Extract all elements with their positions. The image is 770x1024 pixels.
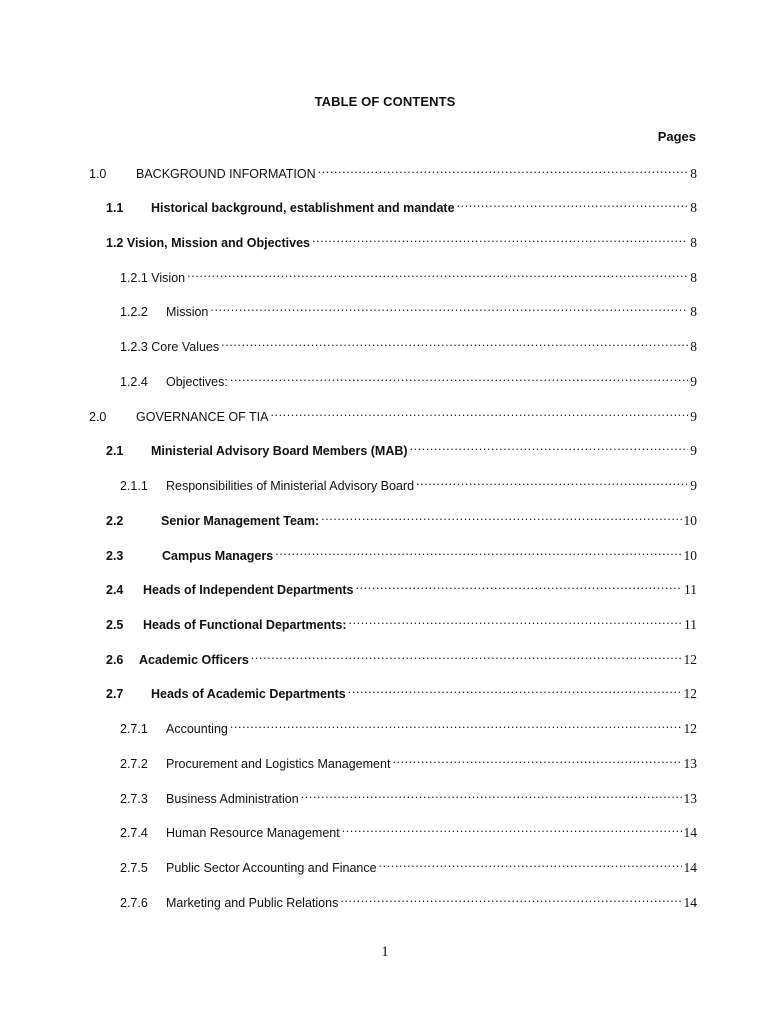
toc-entry-text: Objectives: (166, 375, 228, 389)
toc-entry[interactable] (106, 650, 697, 669)
toc-entry[interactable] (120, 858, 697, 877)
toc-entry[interactable] (106, 511, 697, 530)
toc-entry[interactable] (120, 302, 697, 321)
toc-entry-text: GOVERNANCE OF TIA (136, 410, 269, 424)
toc-entry-number: 2.7.3 (120, 792, 148, 806)
toc-entry-page: 8 (690, 166, 697, 181)
toc-entry-page: 8 (690, 304, 697, 319)
dot-leader (275, 546, 681, 560)
toc-entry-page: 12 (683, 686, 697, 701)
dot-leader (392, 754, 681, 768)
pages-column-label: Pages (657, 129, 696, 144)
toc-entry-number: 2.4 (106, 583, 124, 597)
toc-entry[interactable] (106, 198, 697, 217)
toc-entry-page: 11 (684, 582, 697, 597)
toc-entry-page: 8 (690, 235, 697, 250)
toc-entry[interactable] (106, 441, 697, 460)
toc-entry-page: 8 (690, 200, 697, 215)
toc-entry[interactable] (120, 719, 697, 738)
toc-entry-text: Human Resource Management (166, 826, 340, 840)
dot-leader (230, 719, 682, 733)
toc-entry-text: 1.2.1 Vision (120, 271, 186, 285)
toc-entry-text: Public Sector Accounting and Finance (166, 861, 377, 875)
toc-title: TABLE OF CONTENTS (314, 94, 456, 109)
dot-leader (210, 302, 688, 316)
dot-leader (340, 893, 681, 907)
toc-entry-page: 9 (690, 443, 697, 458)
toc-entry-page: 9 (690, 409, 697, 424)
dot-leader (379, 858, 682, 872)
toc-entry-number: 2.7 (106, 687, 124, 701)
toc-entry[interactable] (106, 615, 697, 634)
toc-entry-text: Heads of Academic Departments (151, 687, 346, 701)
toc-entry-text: Campus Managers (162, 549, 274, 563)
toc-entry[interactable] (120, 789, 697, 808)
toc-entry-page: 9 (690, 374, 697, 389)
toc-entry[interactable] (106, 684, 697, 703)
toc-entry-page: 9 (690, 478, 697, 493)
dot-leader (348, 684, 682, 698)
toc-entry[interactable] (89, 164, 697, 183)
dot-leader (318, 164, 689, 178)
toc-entry[interactable] (120, 268, 697, 287)
toc-entry-number: 2.1.1 (120, 479, 148, 493)
toc-entry-text: Business Administration (166, 792, 299, 806)
toc-entry-number: 2.7.6 (120, 896, 148, 910)
toc-entry-text: Accounting (166, 722, 228, 736)
toc-entry-text: BACKGROUND INFORMATION (136, 167, 316, 181)
toc-entry-text: Heads of Independent Departments (143, 583, 354, 597)
toc-entry-page: 14 (683, 860, 697, 875)
footer-page-number: 1 (381, 944, 389, 960)
toc-entry-number: 2.1 (106, 444, 124, 458)
toc-entry-page: 11 (684, 617, 697, 632)
toc-entry[interactable] (89, 407, 697, 426)
toc-entry-text: Procurement and Logistics Management (166, 757, 391, 771)
dot-leader (349, 615, 683, 629)
toc-entry-text: 1.2 Vision, Mission and Objectives (106, 236, 311, 250)
toc-entry-number: 2.7.5 (120, 861, 148, 875)
toc-entry-page: 14 (683, 825, 697, 840)
toc-entry-page: 10 (683, 548, 697, 563)
toc-entry[interactable] (120, 893, 697, 912)
dot-leader (416, 476, 688, 490)
toc-entry-page: 8 (690, 270, 697, 285)
dot-leader (221, 337, 688, 351)
toc-entry-number: 2.0 (89, 410, 107, 424)
toc-entry-page: 13 (683, 756, 697, 771)
toc-entry[interactable] (120, 476, 697, 495)
dot-leader (312, 233, 688, 247)
toc-entry-text: Marketing and Public Relations (166, 896, 339, 910)
toc-entry-page: 13 (683, 791, 697, 806)
dot-leader (187, 268, 688, 282)
toc-entry-text: Responsibilities of Ministerial Advisory Board (166, 479, 415, 493)
toc-entry-text: Ministerial Advisory Board Members (MAB) (151, 444, 408, 458)
dot-leader (410, 441, 689, 455)
toc-entry-number: 2.7.2 (120, 757, 148, 771)
toc-entry-text: Historical background, establishment and mandate (151, 201, 455, 215)
toc-entry-page: 12 (683, 652, 697, 667)
toc-entry-text: 1.2.3 Core Values (120, 340, 220, 354)
toc-entry-number: 1.0 (89, 167, 107, 181)
toc-entry-page: 8 (690, 339, 697, 354)
toc-entry-number: 2.3 (106, 549, 124, 563)
toc-entry-number: 2.7.1 (120, 722, 148, 736)
toc-entry[interactable] (120, 754, 697, 773)
dot-leader (251, 650, 682, 664)
toc-entry-text: Mission (166, 305, 209, 319)
toc-entry-number: 2.5 (106, 618, 124, 632)
toc-entry[interactable] (120, 372, 697, 391)
dot-leader (457, 198, 689, 212)
dot-leader (321, 511, 681, 525)
toc-entry-number: 1.2.2 (120, 305, 148, 319)
dot-leader (355, 580, 682, 594)
toc-entry-number: 1.2.4 (120, 375, 148, 389)
toc-entry[interactable] (106, 580, 697, 599)
toc-entry[interactable] (120, 337, 697, 356)
toc-entry-page: 14 (683, 895, 697, 910)
toc-entry[interactable] (120, 823, 697, 842)
dot-leader (301, 789, 682, 803)
toc-entry-text: Academic Officers (139, 653, 249, 667)
toc-entry-page: 10 (683, 513, 697, 528)
dot-leader (230, 372, 688, 386)
toc-entry-text: Heads of Functional Departments: (143, 618, 347, 632)
toc-entry-page: 12 (683, 721, 697, 736)
toc-entry-number: 1.1 (106, 201, 124, 215)
dot-leader (270, 407, 688, 421)
toc-entry[interactable] (106, 233, 697, 252)
toc-entry-text: Senior Management Team: (161, 514, 320, 528)
toc-entry-number: 2.6 (106, 653, 124, 667)
toc-entry-number: 2.7.4 (120, 826, 148, 840)
toc-entry[interactable] (106, 546, 697, 565)
toc-entry-number: 2.2 (106, 514, 124, 528)
dot-leader (342, 823, 682, 837)
